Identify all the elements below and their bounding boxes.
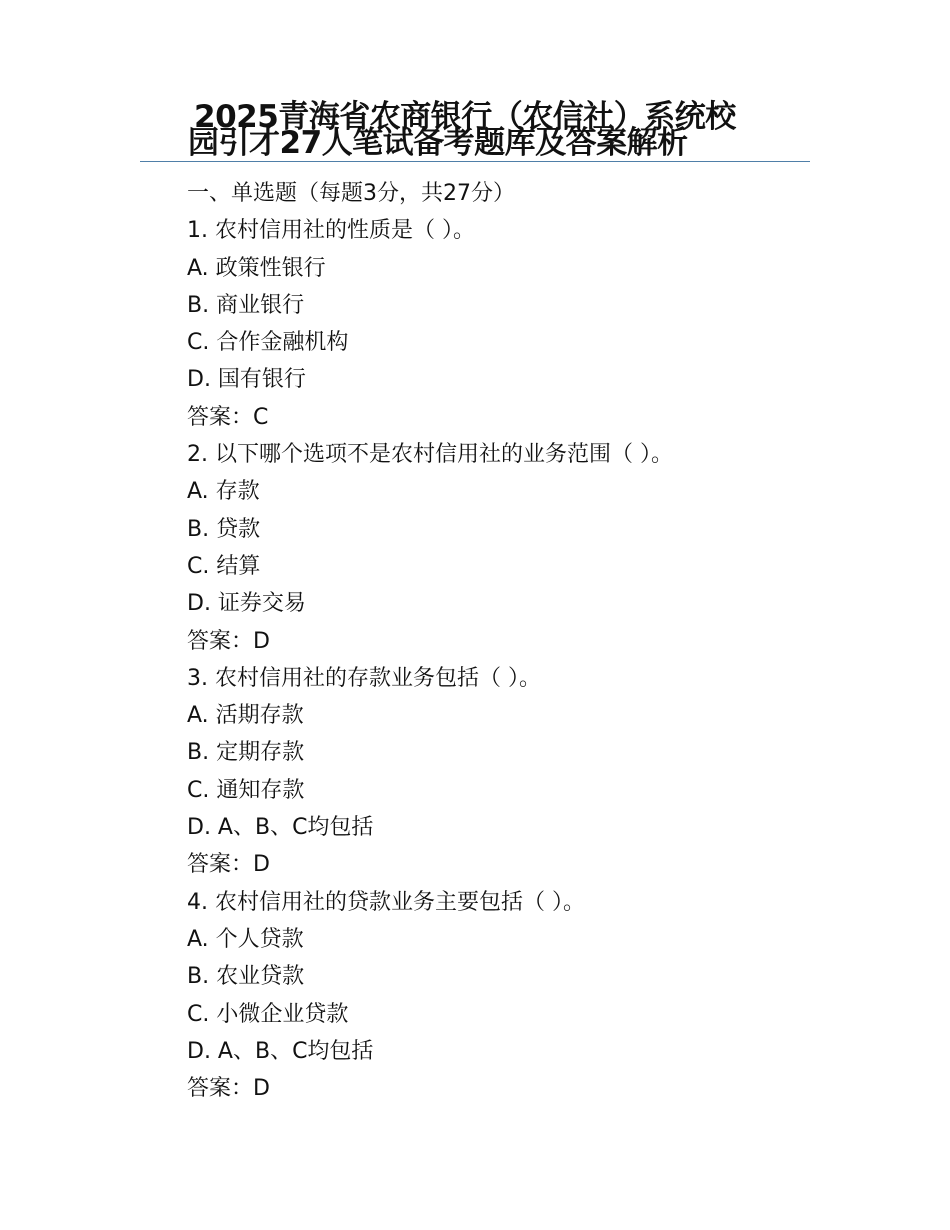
question-4: 4. 农村信用社的贷款业务主要包括（ ）。 — [187, 889, 585, 915]
q1-answer: 答案：C — [187, 404, 269, 430]
q2-option-b: B. 贷款 — [187, 516, 261, 542]
q3-option-b: B. 定期存款 — [187, 740, 305, 766]
q3-answer: 答案：D — [187, 852, 270, 878]
q1-option-b: B. 商业银行 — [187, 292, 305, 318]
q2-option-d: D. 证券交易 — [187, 591, 306, 617]
q4-answer: 答案：D — [187, 1076, 270, 1102]
q4-option-d: D. A、B、C均包括 — [187, 1038, 374, 1064]
q4-option-a: A. 个人贷款 — [187, 926, 304, 952]
q3-option-d: D. A、B、C均包括 — [187, 815, 374, 841]
question-2: 2. 以下哪个选项不是农村信用社的业务范围（ ）。 — [187, 442, 673, 468]
document-title — [188, 99, 818, 161]
question-1: 1. 农村信用社的性质是（ ）。 — [187, 218, 475, 244]
title-line-2: 园引才27人笔试备考题库及答案解析 — [188, 125, 688, 161]
document-body — [187, 175, 827, 1107]
q4-option-b: B. 农业贷款 — [187, 964, 305, 990]
title-underline — [140, 161, 810, 162]
title-line-1: 2025青海省农商银行（农信社）系统校 — [194, 99, 736, 135]
q1-option-c: C. 合作金融机构 — [187, 330, 349, 356]
q4-option-c: C. 小微企业贷款 — [187, 1001, 349, 1027]
q3-option-c: C. 通知存款 — [187, 777, 305, 803]
q2-option-a: A. 存款 — [187, 479, 260, 505]
q2-option-c: C. 结算 — [187, 553, 261, 579]
q1-option-a: A. 政策性银行 — [187, 255, 326, 281]
q3-option-a: A. 活期存款 — [187, 703, 304, 729]
question-3: 3. 农村信用社的存款业务包括（ ）。 — [187, 665, 541, 691]
q2-answer: 答案：D — [187, 628, 270, 654]
q1-option-d: D. 国有银行 — [187, 367, 306, 393]
section-heading: 一、单选题（每题3分，共27分） — [187, 181, 515, 206]
